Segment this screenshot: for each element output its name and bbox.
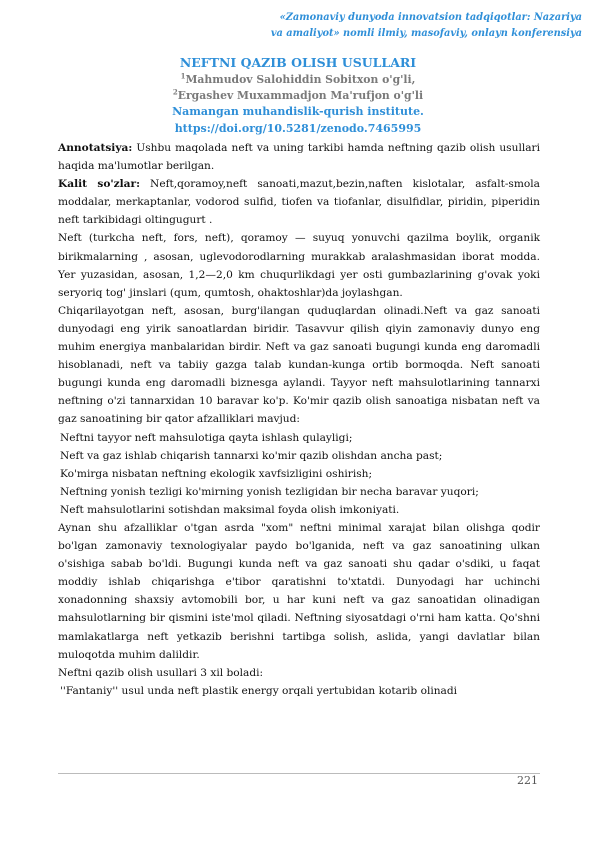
keywords-text: Neft,qoramoy,neft sanoati,mazut,bezin,naften kislotalar, asfalt-smola moddalar, merkaptanlar, vodorod sulfid, tiofen va tiofanlar, disulfidlar, piridin, piperidin neft tarkibidagi oltingugurt . [58,178,540,227]
annotation-text: Ushbu maqolada neft va uning tarkibi hamda neftning qazib olish usullari haqida ma'lumotlar berilgan. [58,142,540,173]
affiliation: Namangan muhandislik-qurish institute. [172,105,424,118]
footer-divider [58,773,540,774]
page-number: 221 [517,774,538,787]
author-2-name: Ergashev Muxammadjon Ma'rufjon o'g'li [177,89,424,102]
methods-intro: Neftni qazib olish usullari 3 xil boladi: [58,666,264,679]
advantage-item-4: Neftning yonish tezligi ko'mirning yonish tezligidan bir necha baravar yuqori; [60,485,479,498]
author-2 [40,88,556,104]
keywords-label: Kalit so'zlar: [58,178,141,191]
annotation-paragraph [58,139,540,175]
keywords-paragraph [58,175,540,229]
title-block [40,54,556,137]
author-1 [40,72,556,88]
author-1-index: 1 [180,71,186,81]
author-2-index: 2 [172,87,178,97]
method-1: ''Fantaniy'' usul unda neft plastik energy orqali yertubidan kotarib olinadi [60,684,458,697]
annotation-label: Annotatsiya: [58,142,133,154]
conference-line-2: va amaliyot» nomli ilmiy, masofaviy, onlayn konferensiya [270,28,582,39]
advantage-item-3: Ko'mirga nisbatan neftning ekologik xavfsizligini oshirish; [60,467,373,480]
article-body [58,139,540,700]
body-paragraph-1: Neft (turkcha neft, fors, neft), qoramoy — suyuq yonuvchi qazilma boylik, organik birikmalarning , asosan, uglevodorodlarning murakkab aralashmasidan iborat modda. Yer yuzasidan, asosan, 1,2—2,0 km chuqurlikdagi yer osti gumbazlarining g'ovak yoki seryoriq tog' jinslari (qum, qumtosh, ohaktoshlar)da joylashgan. [58,232,540,299]
conference-header [232,10,582,42]
body-paragraph-2: Chiqarilayotgan neft, asosan, burg'ilangan quduqlardan olinadi.Neft va gaz sanoati dunyodagi eng yirik sanoatlardan biridir. Tasavvur qilish qiyin zamonaviy dunyo eng muhim energiya manbalaridan birdir. Neft va gaz sanoati bugungi kunda eng daromadli hisoblanadi, neft va tabiiy gazga talab kundan-kunga ortib bormoqda. Neft sanoati bugungi kunda eng daromadli biznesga aylandi. Tayyor neft mahsulotlarining tannarxi neftning o'zi tannarxidan 10 baravar ko'p. Ko'mir qazib olish sanoatiga nisbatan neft va gaz sanoatining bir qator afzalliklari mavjud: [58,304,540,426]
doi-link[interactable]: https://doi.org/10.5281/zenodo.7465995 [174,122,422,135]
paper-title: NEFTNI QAZIB OLISH USULLARI [179,55,417,70]
advantage-item-1: Neftni tayyor neft mahsulotiga qayta ishlash qulayligi; [60,431,353,444]
advantage-item-2: Neft va gaz ishlab chiqarish tannarxi ko'mir qazib olishdan ancha past; [60,449,443,462]
advantage-item-5: Neft mahsulotlarini sotishdan maksimal foyda olish imkoniyati. [60,503,400,516]
author-1-name: Mahmudov Salohiddin Sobitxon o'g'li, [185,73,416,86]
body-paragraph-3: Aynan shu afzalliklar o'tgan asrda "xom" neftni minimal xarajat bilan olishga qodir bo'lgan zamonaviy texnologiyalar paydo bo'lganida, neft va gaz sanoatining ulkan o'sishiga sabab bo'ldi. Bugungi kunda neft va gaz sanoati shu qadar o'sdiki, u faqat moddiy ishlab chiqarishga e'tibor qaratishni to'xtatdi. Dunyodagi har uchinchi xonadonning shaxsiy avtomobili bor, u har kuni neft va gaz sanoatidan olinadigan mahsulotlarning bir qismini iste'mol qiladi. Neftning siyosatdagi o'rni ham katta. Qo'shni mamlakatlarga neft yetkazib berishni tartibga solish, aslida, yangi davlatlar bilan muloqotda muhim dalildir. [58,521,540,661]
conference-line-1: «Zamonaviy dunyoda innovatsion tadqiqotlar: Nazariya [279,12,582,23]
